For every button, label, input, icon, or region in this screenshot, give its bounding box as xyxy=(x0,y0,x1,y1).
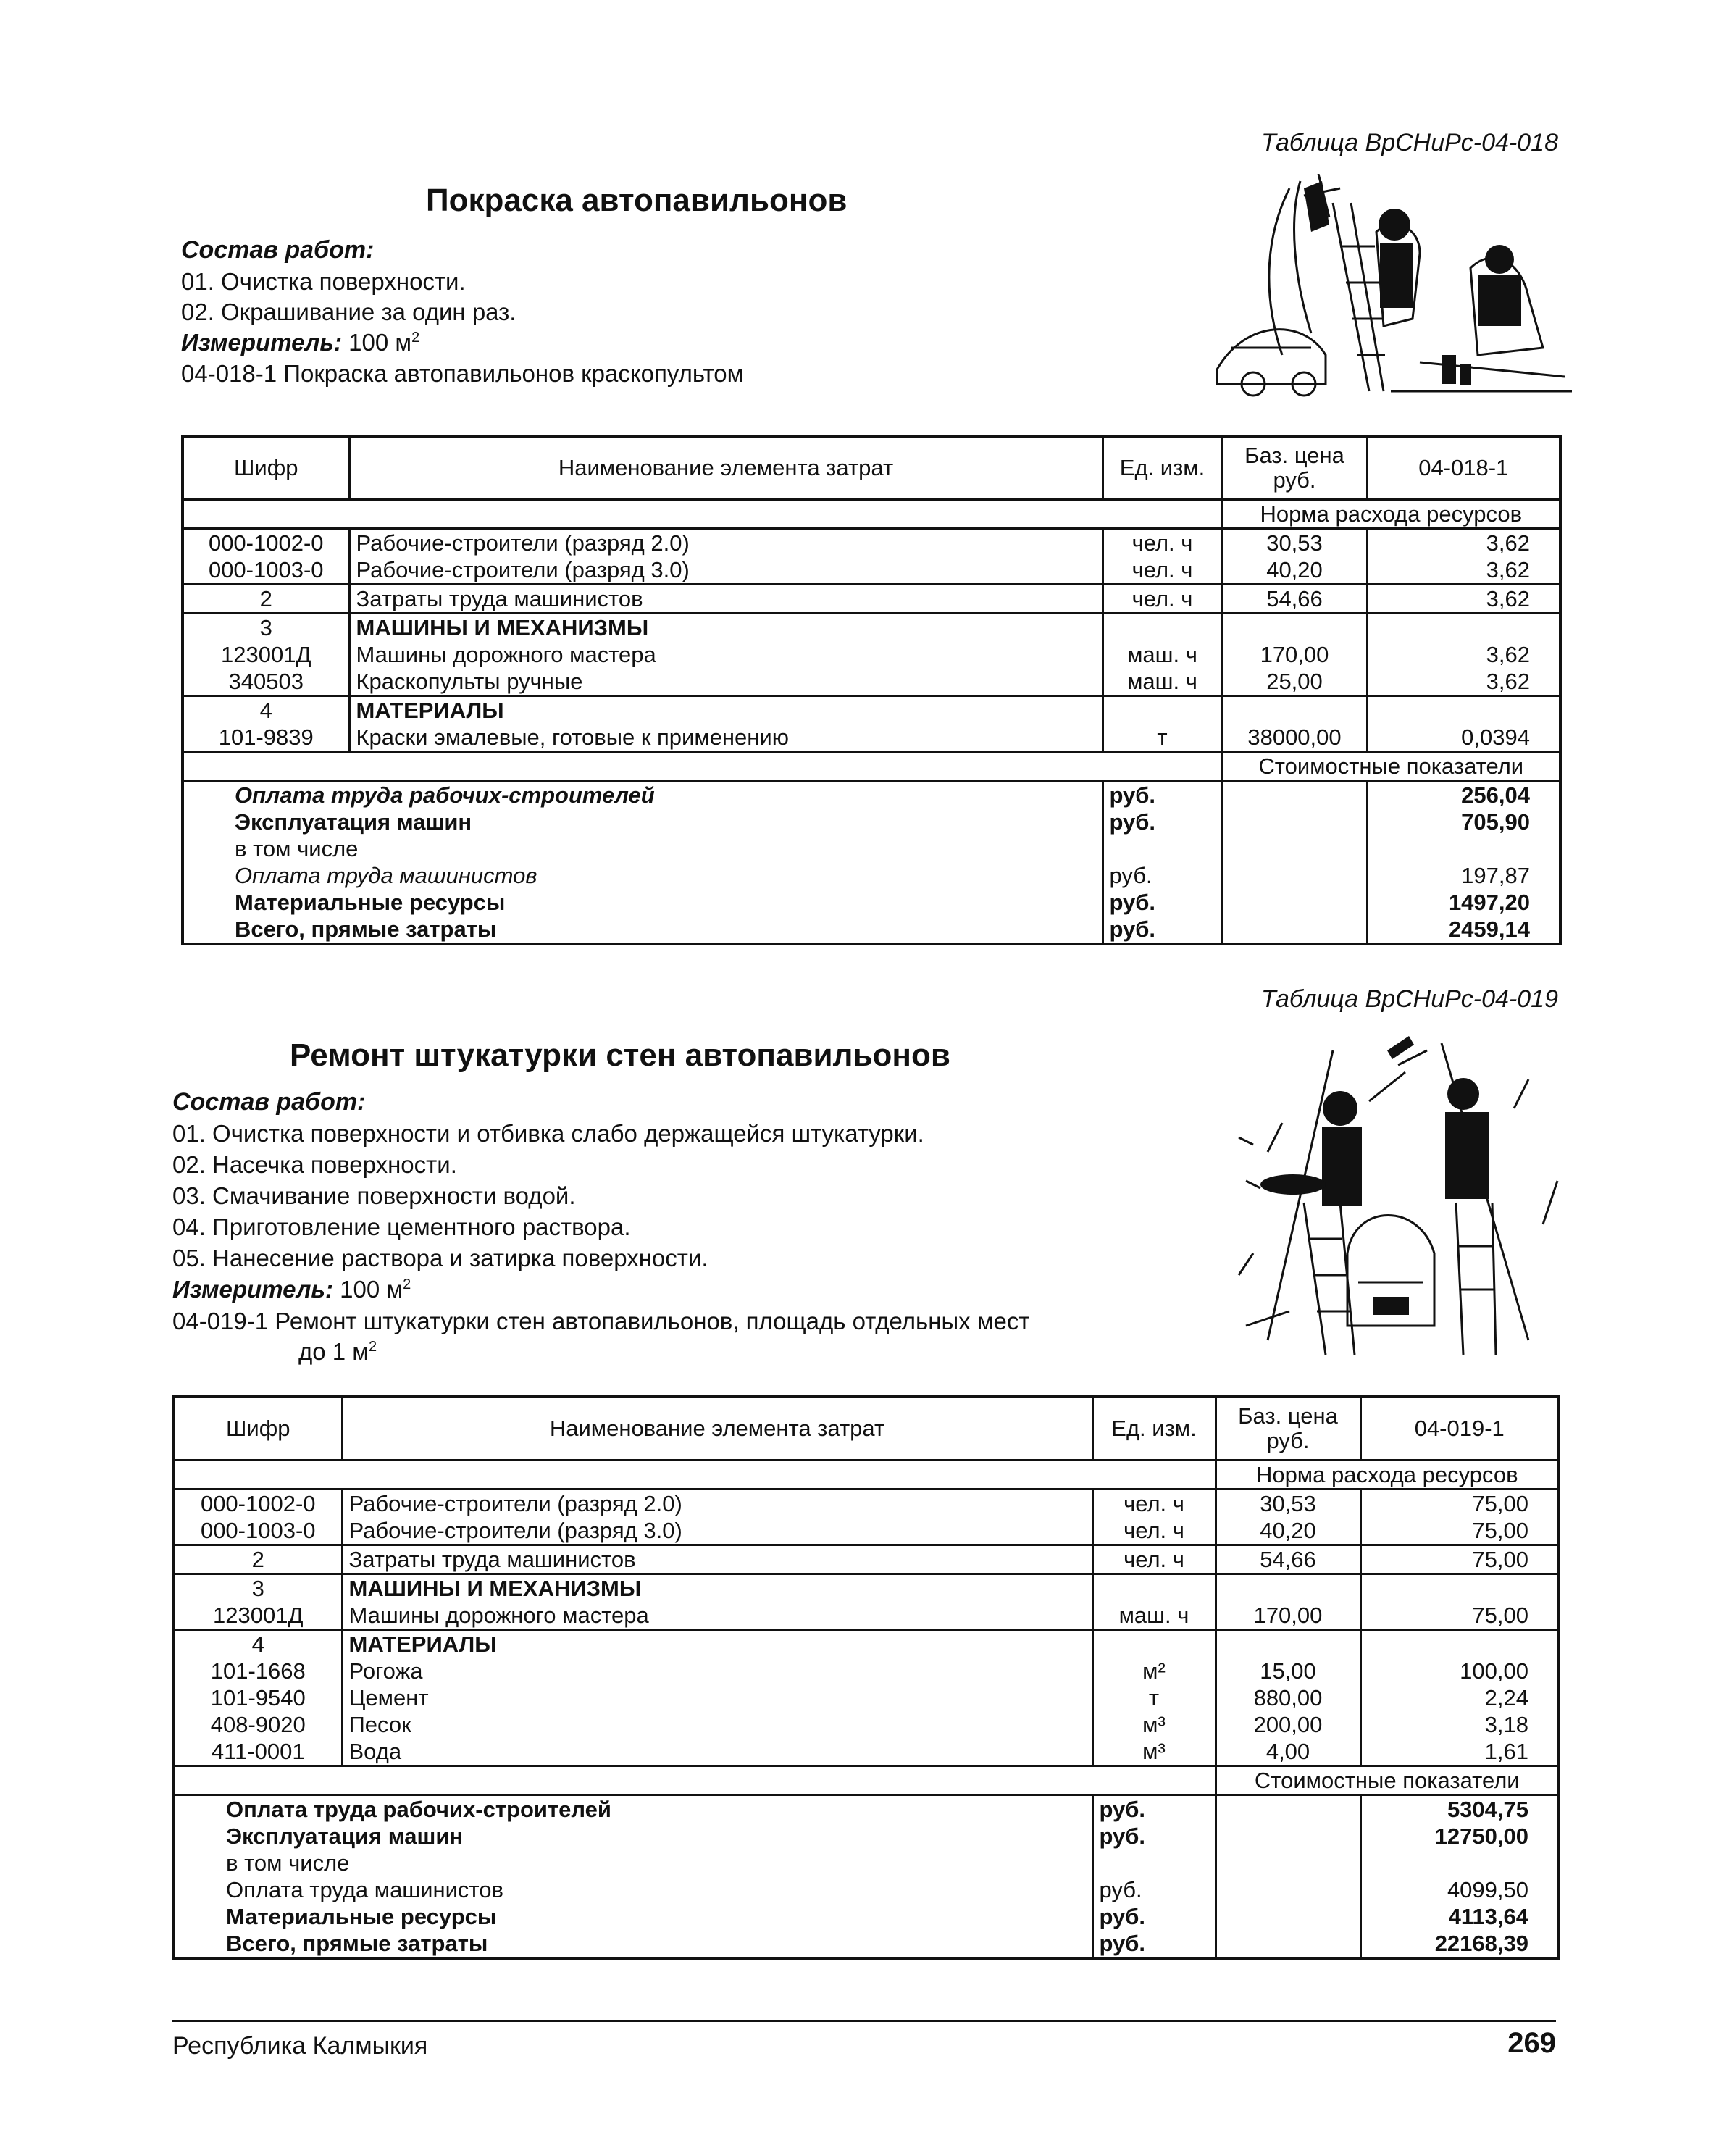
row-code: 123001Д xyxy=(174,1602,342,1630)
row-price: 880,00 xyxy=(1216,1684,1360,1711)
row-value: 3,62 xyxy=(1367,668,1560,696)
cost-label: Стоимостные показатели xyxy=(1216,1766,1559,1795)
cost-unit: руб. xyxy=(1103,862,1222,889)
row-price: 15,00 xyxy=(1216,1658,1360,1684)
cost-value xyxy=(1360,1850,1559,1876)
row-value xyxy=(1367,696,1560,724)
norm-code-line: 04-019-1 Ремонт штукатурки стен автопавильонов, площадь отдельных мест xyxy=(172,1308,1030,1334)
cost-value: 1497,20 xyxy=(1448,890,1530,915)
header-norm-code: 04-018-1 xyxy=(1367,436,1560,500)
cost-name: Оплата труда машинистов xyxy=(183,862,1103,889)
row-unit: маш. ч xyxy=(1103,668,1222,696)
row-code: 340503 xyxy=(183,668,349,696)
cost-unit: руб. xyxy=(1092,1823,1216,1850)
row-unit: т xyxy=(1092,1684,1216,1711)
footer-region: Республика Калмыкия xyxy=(172,2032,428,2060)
row-value: 3,62 xyxy=(1486,642,1530,667)
row-unit: чел. ч xyxy=(1092,1489,1216,1518)
header-unit: Ед. изм. xyxy=(1092,1397,1216,1461)
row-unit: м³ xyxy=(1092,1738,1216,1766)
work-item: 04. Приготовление цементного раствора. xyxy=(172,1213,631,1240)
row-value: 0,0394 xyxy=(1367,724,1560,752)
norm-label: Норма расхода ресурсов xyxy=(1216,1461,1559,1489)
work-item: 02. Окрашивание за один раз. xyxy=(181,298,516,325)
row-unit xyxy=(1092,1574,1216,1603)
cost-row xyxy=(183,781,1560,809)
cost-label: Стоимостные показатели xyxy=(1222,752,1560,781)
row-code: 4 xyxy=(183,696,349,724)
row-price: 54,66 xyxy=(1216,1545,1360,1574)
cost-name: Оплата труда рабочих-строителей xyxy=(174,1795,1092,1823)
cost-name: в том числе xyxy=(174,1850,1092,1876)
footer-divider xyxy=(172,2020,1556,2022)
row-price xyxy=(1216,1630,1360,1658)
row-name: Краскопульты ручные xyxy=(349,668,1103,696)
header-price: Баз. цена руб. xyxy=(1216,1397,1360,1461)
measure-label: Измеритель: xyxy=(172,1276,333,1303)
work-item: 02. Насечка поверхности. xyxy=(172,1151,457,1178)
measure-label: Измеритель: xyxy=(181,329,342,356)
row-name: Цемент xyxy=(342,1684,1092,1711)
cost-unit: руб. xyxy=(1103,889,1222,916)
table-row xyxy=(174,1738,1559,1766)
row-name: Вода xyxy=(342,1738,1092,1766)
work-item: 05. Нанесение раствора и затирка поверхности. xyxy=(172,1245,708,1271)
row-name: Рабочие-строители (разряд 2.0) xyxy=(342,1489,1092,1518)
row-unit: чел. ч xyxy=(1092,1545,1216,1574)
norm-label: Норма расхода ресурсов xyxy=(1222,500,1560,529)
row-code: 2 xyxy=(174,1545,342,1574)
norm-code-line: 04-018-1 Покраска автопавильонов краскопультом xyxy=(181,360,744,387)
row-unit: чел. ч xyxy=(1103,556,1222,585)
table-row xyxy=(174,1517,1559,1545)
row-code: 2 xyxy=(183,585,349,614)
header-name: Наименование элемента затрат xyxy=(342,1397,1092,1461)
row-price: 4,00 xyxy=(1216,1738,1360,1766)
row-name: Рабочие-строители (разряд 3.0) xyxy=(342,1517,1092,1545)
norm-table xyxy=(172,1395,1560,1960)
table-row xyxy=(183,668,1560,696)
row-code: 3 xyxy=(183,614,349,642)
cost-row xyxy=(174,1930,1559,1958)
row-code: 101-9839 xyxy=(183,724,349,752)
table-row xyxy=(183,724,1560,752)
cost-value: 2459,14 xyxy=(1448,916,1530,942)
row-price: 170,00 xyxy=(1216,1602,1360,1630)
row-unit xyxy=(1092,1630,1216,1658)
section-title: Ремонт штукатурки стен автопавильонов xyxy=(290,1037,950,1073)
row-value xyxy=(1360,1630,1559,1658)
cost-row xyxy=(183,835,1560,862)
table-row xyxy=(183,614,1560,642)
table-row xyxy=(174,1574,1559,1603)
cost-row xyxy=(183,916,1560,944)
row-value: 2,24 xyxy=(1484,1685,1528,1710)
cost-name: Материальные ресурсы xyxy=(174,1903,1092,1930)
cost-value: 256,04 xyxy=(1461,782,1530,808)
row-price: 54,66 xyxy=(1222,585,1367,614)
norm-code-line-2-text: до 1 м xyxy=(298,1338,369,1365)
row-value: 3,18 xyxy=(1484,1712,1528,1737)
page-number: 269 xyxy=(1507,2027,1556,2059)
header-name: Наименование элемента затрат xyxy=(349,436,1103,500)
row-name: Затраты труда машинистов xyxy=(349,585,1103,614)
section-title: Покраска автопавильонов xyxy=(426,183,848,218)
cost-row xyxy=(174,1876,1559,1903)
cost-value: 5304,75 xyxy=(1447,1797,1528,1822)
measure-line xyxy=(172,1276,411,1303)
measure-sup: 2 xyxy=(411,330,420,346)
row-code: 000-1003-0 xyxy=(183,556,349,585)
measure-value: 100 м xyxy=(340,1276,403,1303)
row-unit: чел. ч xyxy=(1092,1517,1216,1545)
row-name: МАТЕРИАЛЫ xyxy=(349,696,1103,724)
header-code: Шифр xyxy=(174,1397,342,1461)
work-item: 01. Очистка поверхности. xyxy=(181,268,466,295)
row-code: 000-1002-0 xyxy=(174,1489,342,1518)
row-name: МАШИНЫ И МЕХАНИЗМЫ xyxy=(342,1574,1092,1603)
work-composition-label: Состав работ: xyxy=(181,236,375,264)
row-unit xyxy=(1103,614,1222,642)
cost-row xyxy=(174,1850,1559,1876)
row-price: 30,53 xyxy=(1222,529,1367,557)
table-id-label: Таблица ВрСНиРс-04-019 xyxy=(1260,985,1558,1013)
row-value: 75,00 xyxy=(1360,1602,1559,1630)
painters-illustration xyxy=(1202,174,1579,413)
row-value: 3,62 xyxy=(1367,585,1560,614)
cost-name: Эксплуатация машин xyxy=(183,808,1103,835)
cost-value: 12750,00 xyxy=(1434,1823,1528,1849)
row-code: 3 xyxy=(174,1574,342,1603)
row-code: 123001Д xyxy=(183,641,349,668)
table-row xyxy=(183,696,1560,724)
work-composition-label: Состав работ: xyxy=(172,1088,366,1116)
row-name: Рабочие-строители (разряд 2.0) xyxy=(349,529,1103,557)
cost-unit: руб. xyxy=(1103,916,1222,944)
table-row xyxy=(183,585,1560,614)
table-row xyxy=(174,1658,1559,1684)
row-code: 000-1003-0 xyxy=(174,1517,342,1545)
table-row xyxy=(183,529,1560,557)
row-name: Машины дорожного мастера xyxy=(342,1602,1092,1630)
row-unit: маш. ч xyxy=(1092,1602,1216,1630)
cost-name: Всего, прямые затраты xyxy=(174,1930,1092,1958)
row-name: МАТЕРИАЛЫ xyxy=(342,1630,1092,1658)
cost-name: Оплата труда рабочих-строителей xyxy=(183,781,1103,809)
row-value: 75,00 xyxy=(1472,1491,1528,1516)
row-price: 200,00 xyxy=(1216,1711,1360,1738)
row-unit xyxy=(1103,696,1222,724)
cost-name: Всего, прямые затраты xyxy=(183,916,1103,944)
cost-unit: руб. xyxy=(1092,1795,1216,1823)
cost-row xyxy=(183,808,1560,835)
row-price: 25,00 xyxy=(1222,668,1367,696)
cost-name: Эксплуатация машин xyxy=(174,1823,1092,1850)
row-price: 38000,00 xyxy=(1222,724,1367,752)
cost-unit: руб. xyxy=(1092,1903,1216,1930)
cost-unit xyxy=(1092,1850,1216,1876)
cost-value: 4113,64 xyxy=(1448,1904,1528,1929)
table-row xyxy=(183,641,1560,668)
cost-unit: руб. xyxy=(1103,781,1222,809)
cost-value: 22168,39 xyxy=(1434,1931,1528,1956)
norm-table xyxy=(181,435,1562,945)
norm-code-line-2 xyxy=(298,1338,377,1366)
row-unit: м² xyxy=(1092,1658,1216,1684)
cost-row xyxy=(183,862,1560,889)
table-id-label: Таблица ВрСНиРс-04-018 xyxy=(1260,129,1558,156)
row-value xyxy=(1367,614,1560,642)
cost-row xyxy=(183,889,1560,916)
cost-name: в том числе xyxy=(183,835,1103,862)
row-value: 1,61 xyxy=(1360,1738,1559,1766)
cost-row xyxy=(174,1903,1559,1930)
row-code: 101-1668 xyxy=(174,1658,342,1684)
table-row xyxy=(174,1602,1559,1630)
row-price xyxy=(1216,1574,1360,1603)
work-item: 01. Очистка поверхности и отбивка слабо держащейся штукатурки. xyxy=(172,1120,924,1147)
cost-value xyxy=(1367,835,1560,862)
measure-value: 100 м xyxy=(348,329,412,356)
row-code: 408-9020 xyxy=(174,1711,342,1738)
cost-value: 705,90 xyxy=(1461,809,1530,835)
cost-name: Оплата труда машинистов xyxy=(174,1876,1092,1903)
cost-unit xyxy=(1103,835,1222,862)
work-item: 03. Смачивание поверхности водой. xyxy=(172,1182,576,1209)
cost-unit: руб. xyxy=(1092,1876,1216,1903)
cost-name: Материальные ресурсы xyxy=(183,889,1103,916)
cost-unit: руб. xyxy=(1092,1930,1216,1958)
header-norm-code: 04-019-1 xyxy=(1360,1397,1559,1461)
row-price xyxy=(1222,614,1367,642)
table-row xyxy=(174,1684,1559,1711)
row-unit: чел. ч xyxy=(1103,529,1222,557)
cost-unit: руб. xyxy=(1103,808,1222,835)
row-unit: маш. ч xyxy=(1103,641,1222,668)
row-code: 101-9540 xyxy=(174,1684,342,1711)
table-row xyxy=(183,556,1560,585)
row-unit: чел. ч xyxy=(1103,585,1222,614)
row-value: 75,00 xyxy=(1360,1545,1559,1574)
row-code: 4 xyxy=(174,1630,342,1658)
measure-line xyxy=(181,329,419,356)
row-name: Песок xyxy=(342,1711,1092,1738)
row-value: 100,00 xyxy=(1460,1658,1528,1684)
row-code: 000-1002-0 xyxy=(183,529,349,557)
table-row xyxy=(174,1545,1559,1574)
row-price xyxy=(1222,696,1367,724)
row-price: 40,20 xyxy=(1222,556,1367,585)
row-price: 30,53 xyxy=(1216,1489,1360,1518)
norm-code-line-2-sup: 2 xyxy=(369,1339,377,1355)
row-name: Рабочие-строители (разряд 3.0) xyxy=(349,556,1103,585)
row-price: 40,20 xyxy=(1216,1517,1360,1545)
cost-row xyxy=(174,1795,1559,1823)
table-row xyxy=(174,1489,1559,1518)
cost-value: 197,87 xyxy=(1461,863,1530,888)
row-value xyxy=(1360,1574,1559,1603)
row-value: 75,00 xyxy=(1360,1517,1559,1545)
row-name: Рогожа xyxy=(342,1658,1092,1684)
header-code: Шифр xyxy=(183,436,349,500)
measure-sup: 2 xyxy=(403,1277,411,1292)
row-value: 3,62 xyxy=(1367,556,1560,585)
header-unit: Ед. изм. xyxy=(1103,436,1222,500)
row-name: Затраты труда машинистов xyxy=(342,1545,1092,1574)
row-price: 170,00 xyxy=(1222,641,1367,668)
row-name: МАШИНЫ И МЕХАНИЗМЫ xyxy=(349,614,1103,642)
row-value: 3,62 xyxy=(1486,530,1530,556)
row-unit: т xyxy=(1103,724,1222,752)
cost-value: 4099,50 xyxy=(1447,1877,1528,1902)
header-price: Баз. цена руб. xyxy=(1222,436,1367,500)
row-code: 411-0001 xyxy=(174,1738,342,1766)
table-row xyxy=(174,1630,1559,1658)
table-row xyxy=(174,1711,1559,1738)
cost-row xyxy=(174,1823,1559,1850)
plasterers-illustration xyxy=(1224,1036,1565,1355)
row-name: Машины дорожного мастера xyxy=(349,641,1103,668)
row-unit: м³ xyxy=(1092,1711,1216,1738)
row-name: Краски эмалевые, готовые к применению xyxy=(349,724,1103,752)
